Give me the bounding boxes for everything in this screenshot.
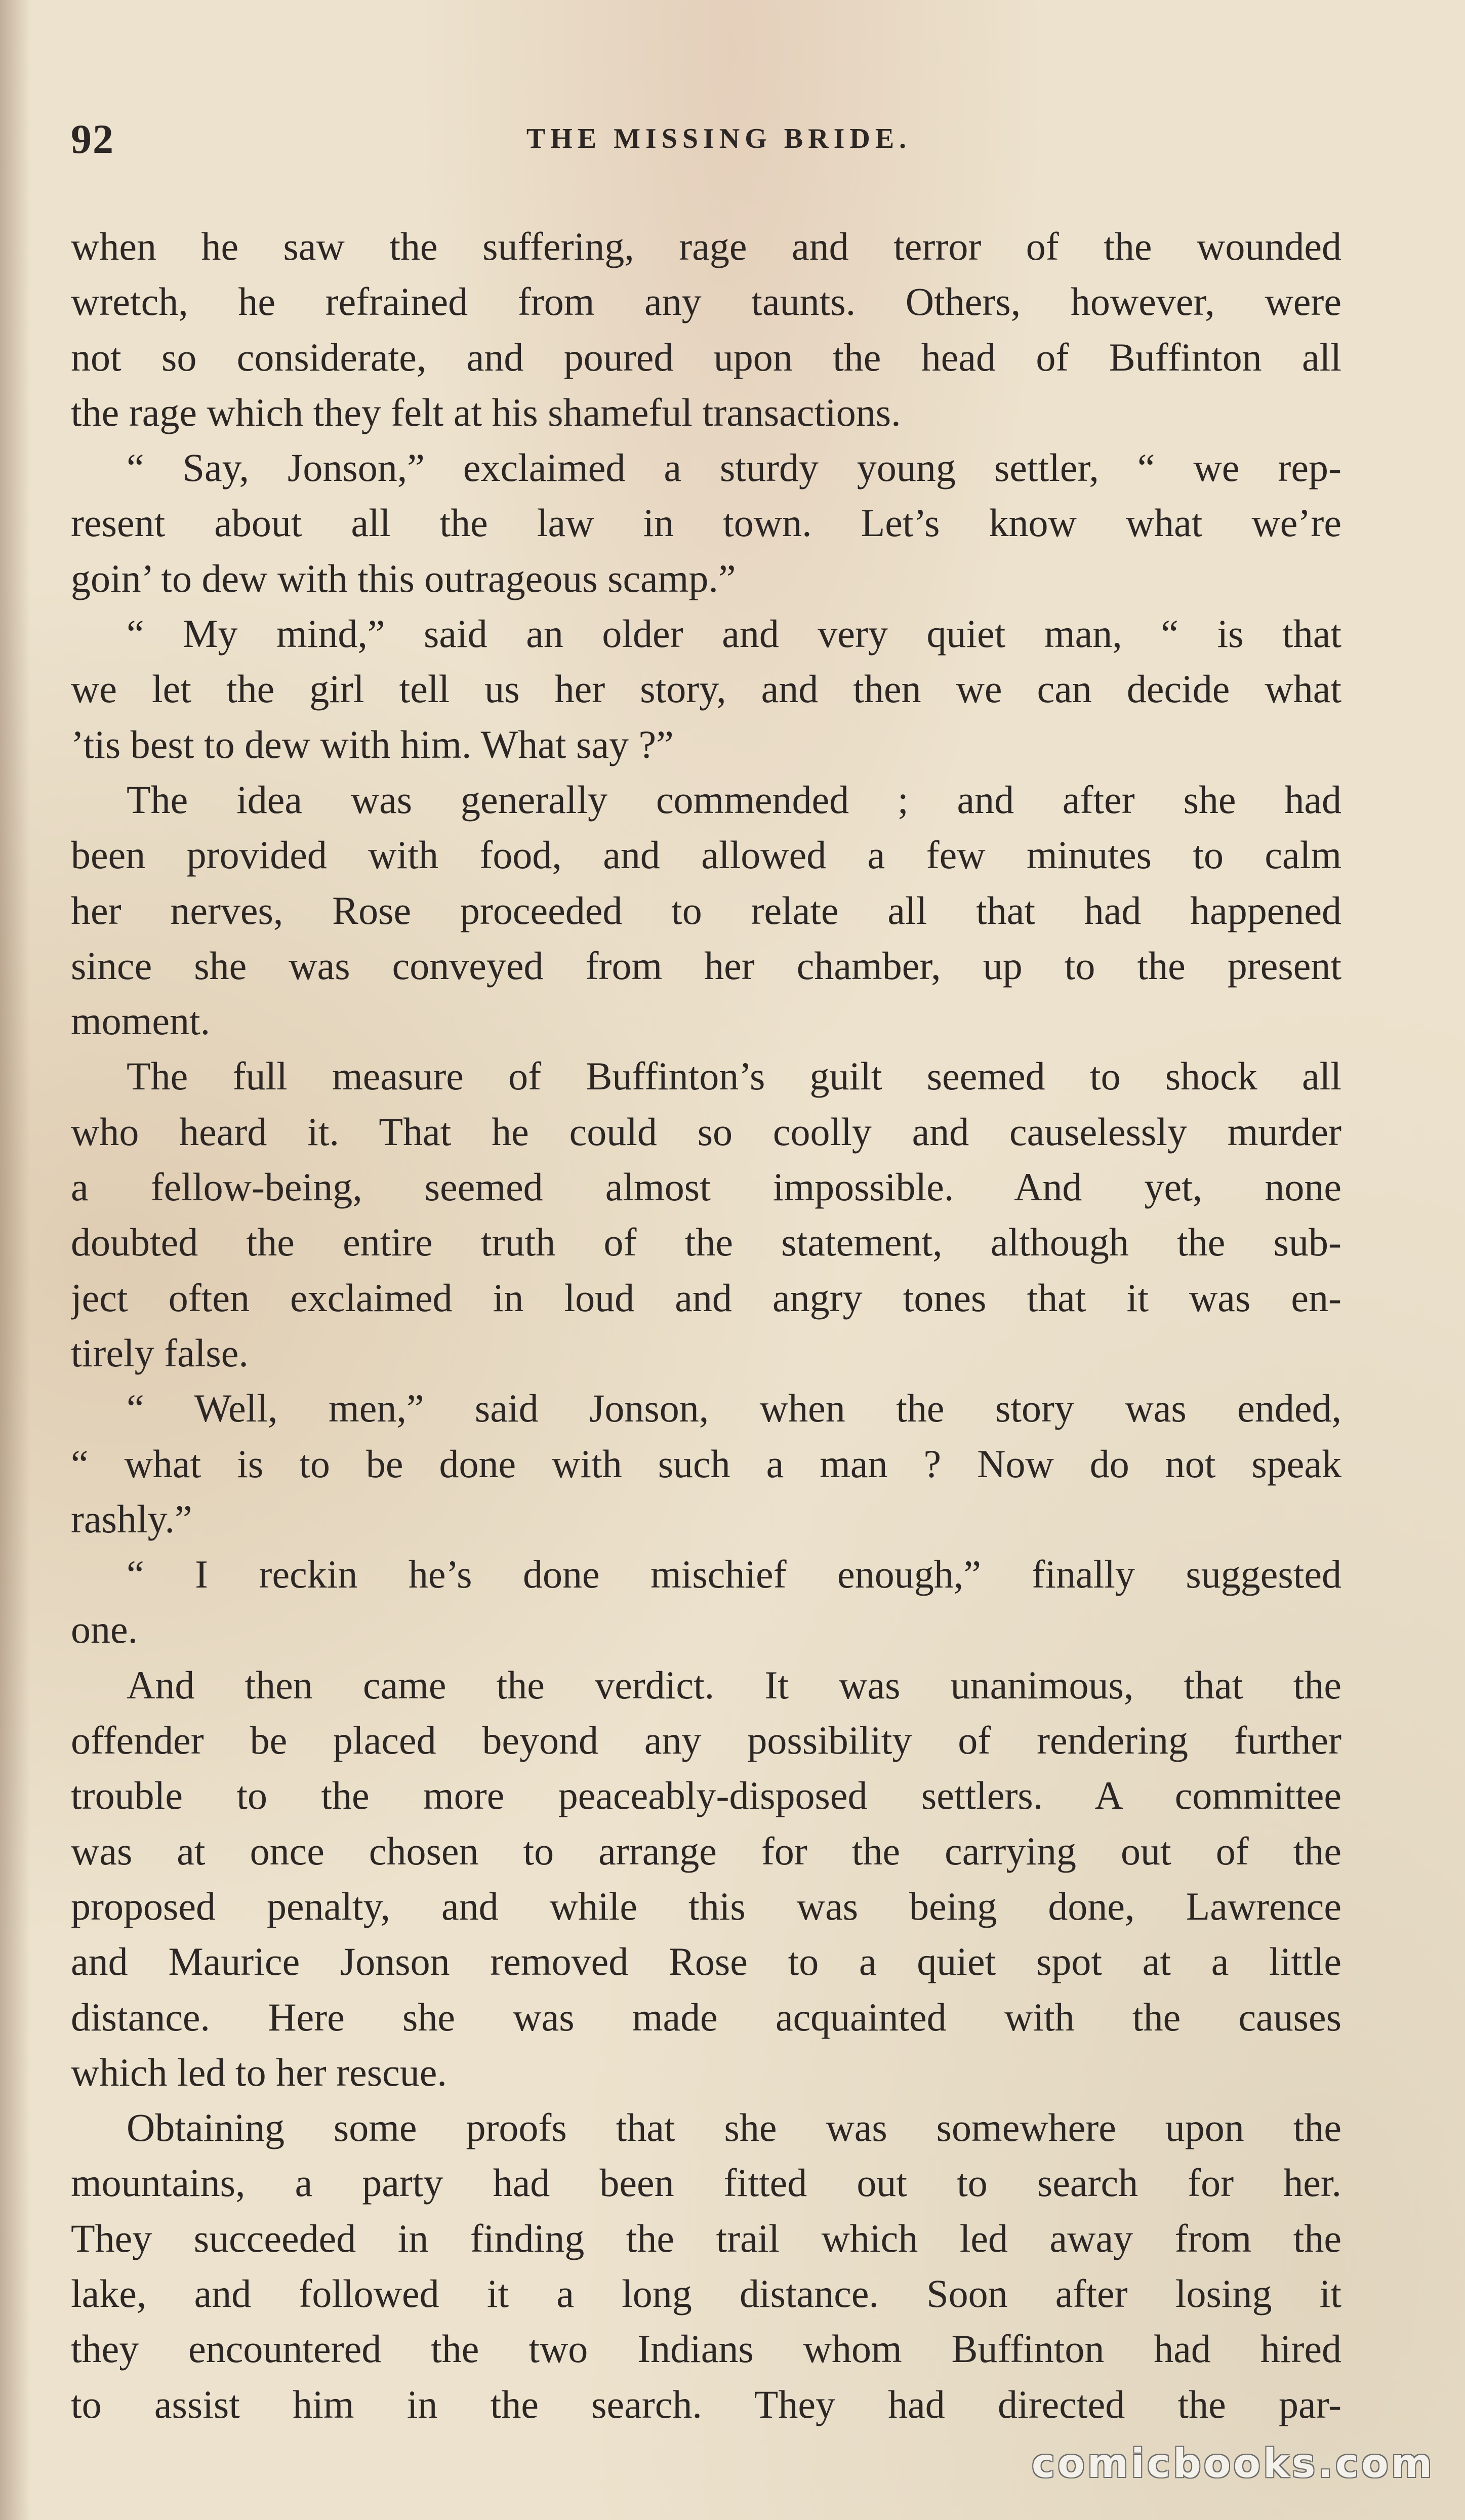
- text-line: Obtaining some proofs that she was somewhere upon the: [127, 2105, 1341, 2150]
- text-line: which led to her rescue.: [71, 2050, 447, 2094]
- text-line: The full measure of Buffinton’s guilt seemed to shock all: [127, 1054, 1341, 1099]
- text-line: to assist him in the search. They had directed the par-: [71, 2382, 1341, 2426]
- page-number: 92: [71, 116, 114, 162]
- text-line: when he saw the suffering, rage and terror of the wounded: [71, 224, 1341, 268]
- text-line: distance. Here she was made acquainted with the causes: [71, 1995, 1341, 2039]
- text-line: doubted the entire truth of the statement, although the sub-: [71, 1220, 1341, 1265]
- text-line: “ Well, men,” said Jonson, when the story was ended,: [127, 1386, 1341, 1431]
- text-line: her nerves, Rose proceeded to relate all that had happened: [71, 888, 1341, 932]
- site-watermark: comicbooks.com: [1031, 2441, 1435, 2487]
- text-line: ’tis best to dew with him. What say ?”: [71, 722, 674, 766]
- text-line: was at once chosen to arrange for the carrying out of the: [71, 1828, 1341, 1873]
- text-line: trouble to the more peaceably-disposed settlers. A committee: [71, 1773, 1341, 1818]
- text-line: offender be placed beyond any possibility of rendering further: [71, 1718, 1341, 1763]
- text-line: and Maurice Jonson removed Rose to a quiet spot at a little: [71, 1939, 1341, 1984]
- text-line: lake, and followed it a long distance. Soon after losing it: [71, 2271, 1341, 2315]
- text-line: “ My mind,” said an older and very quiet man, “ is that: [127, 612, 1341, 656]
- text-body: [71, 219, 1341, 2432]
- text-line: goin’ to dew with this outrageous scamp.”: [71, 556, 736, 600]
- text-line: The idea was generally commended ; and after she had: [127, 777, 1341, 822]
- text-line: “ what is to be done with such a man ? Now do not speak: [71, 1441, 1341, 1486]
- text-line: proposed penalty, and while this was being done, Lawrence: [71, 1884, 1341, 1928]
- page-edge-shadow: [0, 0, 30, 2520]
- text-line: They succeeded in finding the trail which led away from the: [71, 2216, 1341, 2260]
- text-line: wretch, he refrained from any taunts. Others, however, were: [71, 279, 1341, 324]
- book-title: THE MISSING BRIDE.: [526, 123, 912, 154]
- text-line: “ I reckin he’s done mischief enough,” finally suggested: [127, 1552, 1341, 1597]
- text-line: resent about all the law in town. Let’s know what we’re: [71, 501, 1341, 545]
- text-line: ject often exclaimed in loud and angry tones that it was en-: [71, 1275, 1341, 1320]
- text-line: tirely false.: [71, 1330, 249, 1375]
- text-line: been provided with food, and allowed a few minutes to calm: [71, 833, 1341, 877]
- text-line: since she was conveyed from her chamber, up to the present: [71, 943, 1341, 988]
- text-line: who heard it. That he could so coolly and causelessly murder: [71, 1109, 1341, 1154]
- text-line: one.: [71, 1607, 138, 1652]
- text-line: And then came the verdict. It was unanimous, that the: [127, 1662, 1341, 1707]
- text-line: “ Say, Jonson,” exclaimed a sturdy young settler, “ we rep-: [127, 445, 1341, 490]
- text-line: moment.: [71, 999, 211, 1043]
- text-line: not so considerate, and poured upon the head of Buffinton all: [71, 335, 1341, 379]
- text-line: rashly.”: [71, 1496, 192, 1541]
- running-head: [71, 115, 1367, 171]
- text-line: mountains, a party had been fitted out to search for her.: [71, 2161, 1341, 2205]
- text-line: the rage which they felt at his shameful transactions.: [71, 390, 901, 434]
- text-line: a fellow-being, seemed almost impossible. And yet, none: [71, 1165, 1341, 1209]
- text-line: we let the girl tell us her story, and then we can decide what: [71, 667, 1341, 711]
- text-line: they encountered the two Indians whom Buffinton had hired: [71, 2327, 1341, 2371]
